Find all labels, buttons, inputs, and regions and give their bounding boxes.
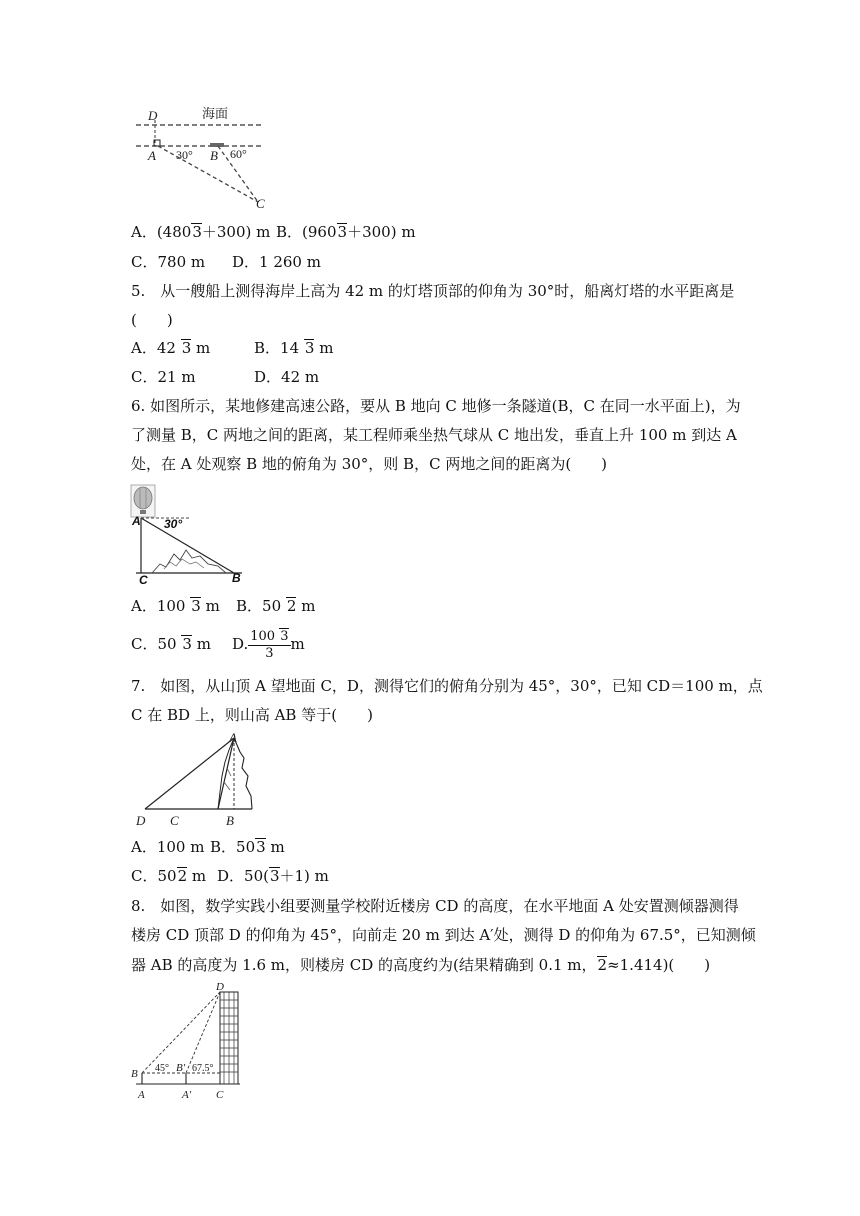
fig8-label-C: C bbox=[216, 1089, 224, 1101]
q5-option-c: C．21 m bbox=[131, 368, 196, 386]
q4-option-a: A．(4803＋300) m bbox=[131, 223, 271, 241]
q8-text-line1: 8. 如图，数学实践小组要测量学校附近楼房 CD 的高度，在水平地面 A 处安置测倾器测得 bbox=[131, 897, 739, 915]
fig1-angle-60: 60° bbox=[230, 147, 247, 161]
q8-text-line2: 楼房 CD 顶部 D 的仰角为 45°，向前走 20 m 到达 A′处，测得 D 的仰角为 67.5°，已知测倾 bbox=[131, 926, 756, 944]
fig1-angle-30: 30° bbox=[176, 148, 193, 162]
fig7-label-A: A bbox=[229, 730, 237, 745]
q6-option-c: C．50 3 m bbox=[131, 635, 211, 653]
fig6-label-A: A bbox=[132, 514, 141, 528]
q5-text-line1: 5. 从一艘船上测得海岸上高为 42 m 的灯塔顶部的仰角为 30°时，船离灯塔的水平距离是 bbox=[131, 282, 735, 300]
fig6-angle-30: 30° bbox=[164, 517, 183, 531]
fig8-label-D: D bbox=[216, 981, 224, 993]
q7-option-d: D．50(3＋1) m bbox=[217, 867, 329, 885]
q4-option-c: C．780 m bbox=[131, 253, 206, 271]
q8-text-line3: 器 AB 的高度为 1.6 m，则楼房 CD 的高度约为(结果精确到 0.1 m，2≈1.414)( ) bbox=[131, 956, 711, 974]
q6-option-b: B．50 2 m bbox=[236, 597, 316, 615]
q4-option-b: B．(9603＋300) m bbox=[276, 223, 416, 241]
q7-option-a: A．100 m bbox=[131, 838, 205, 856]
fig8-angle-45: 45° bbox=[155, 1063, 169, 1074]
fig8-label-B: B bbox=[131, 1068, 138, 1080]
figure-building bbox=[128, 980, 248, 1104]
q7-option-c: C．502 m bbox=[131, 867, 207, 885]
fig8-label-B-prime: B′ bbox=[176, 1062, 186, 1074]
fig6-label-B: B bbox=[232, 571, 241, 585]
fig6-label-C: C bbox=[139, 573, 148, 586]
q7-text-line1: 7. 如图，从山顶 A 望地面 C，D，测得它们的俯角分别为 45°，30°，已知 CD＝100 m，点 bbox=[131, 677, 763, 695]
q6-option-d-fraction: $\frac{100 3}{3}$ bbox=[250, 629, 289, 661]
fig7-label-D: D bbox=[136, 813, 146, 828]
fig1-label-D: D bbox=[148, 108, 158, 123]
fig7-label-C: C bbox=[170, 813, 179, 828]
figure-mountain bbox=[130, 730, 260, 830]
q4-option-d: D．1 260 m bbox=[232, 253, 321, 271]
q6-text-line3: 处，在 A 处观察 B 地的俯角为 30°，则 B，C 两地之间的距离为( ) bbox=[131, 455, 608, 473]
fig8-label-A-prime: A′ bbox=[182, 1089, 192, 1101]
fig1-label-sea: 海面 bbox=[202, 106, 229, 121]
q5-option-a: A．42 3 m bbox=[131, 339, 211, 357]
fig1-label-B: B bbox=[210, 148, 218, 163]
q6-option-d: D. $\frac{100 3}{3}$ m bbox=[232, 629, 305, 661]
q6-text-line2: 了测量 B，C 两地之间的距离，某工程师乘坐热气球从 C 地出发，垂直上升 100 m 到达 A bbox=[131, 426, 737, 444]
q6-option-a: A．100 3 m bbox=[131, 597, 220, 615]
q5-option-b: B．14 3 m bbox=[254, 339, 334, 357]
q5-text-line2: ( ) bbox=[131, 311, 173, 329]
q6-text-line1: 6. 如图所示，某地修建高速公路，要从 B 地向 C 地修一条隧道(B，C 在同一水平面上)，为 bbox=[131, 397, 741, 415]
q7-option-b: B．503 m bbox=[210, 838, 285, 856]
figure-sea bbox=[130, 100, 270, 212]
figure-balloon bbox=[130, 484, 250, 586]
fig8-angle-67-5: 67.5° bbox=[192, 1063, 214, 1074]
q7-text-line2: C 在 BD 上，则山高 AB 等于( ) bbox=[131, 706, 373, 724]
fig1-label-C: C bbox=[256, 196, 265, 211]
fig1-label-A: A bbox=[148, 148, 156, 163]
fig8-label-A: A bbox=[138, 1089, 145, 1101]
q5-option-d: D．42 m bbox=[254, 368, 320, 386]
fig7-label-B: B bbox=[226, 813, 234, 828]
